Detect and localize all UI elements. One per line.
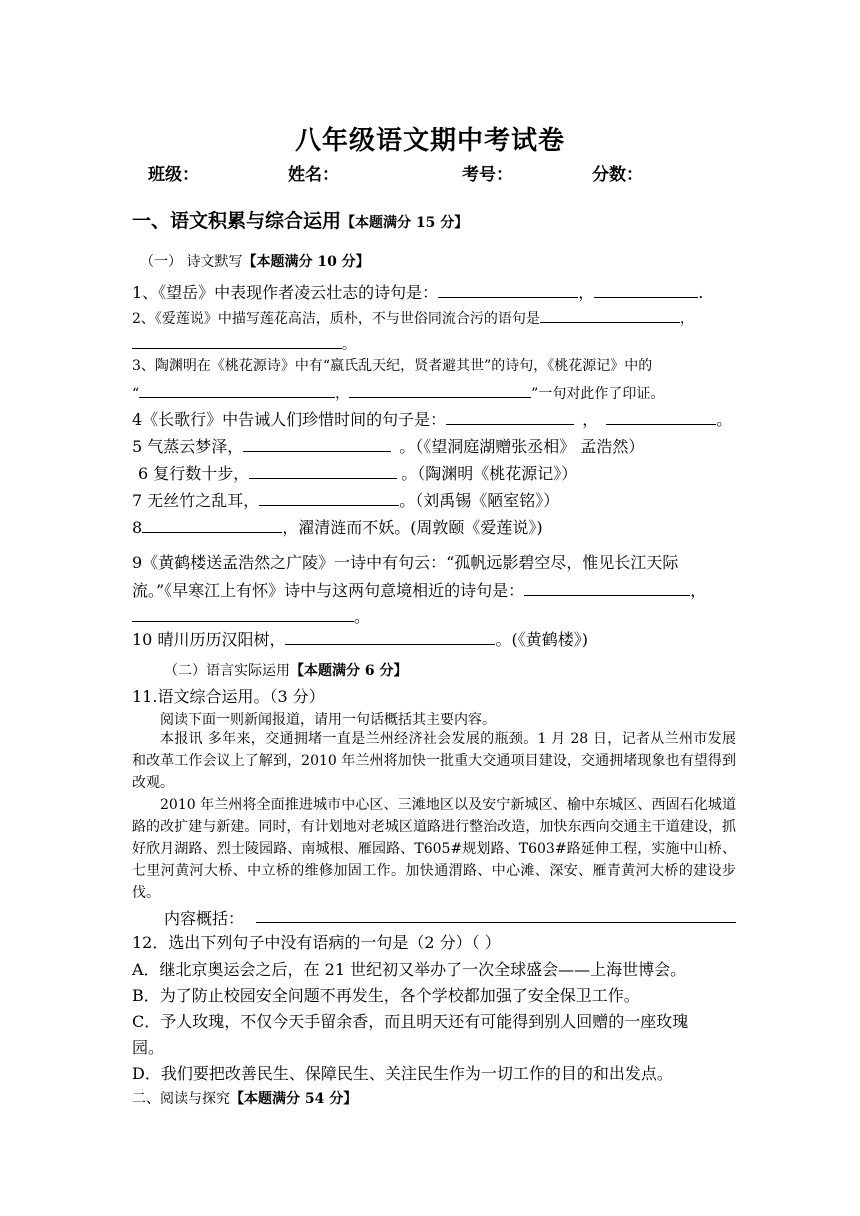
section-1-heading	[132, 206, 468, 233]
question-10-text: 10 晴川历历汉阳树，	[132, 630, 286, 649]
question-2-line-2	[132, 332, 356, 354]
option-b: B．为了防止校园安全问题不再发生，各个学校都加强了安全保卫工作。	[132, 986, 640, 1005]
question-11-instruction: 阅读下面一则新闻报道，请用一句话概括其主要内容。	[160, 712, 496, 728]
option-a: A．继北京奥运会之后，在 21 世纪初又举办了一次全球盛会——上海世博会。	[132, 960, 687, 979]
answer-blank[interactable]	[139, 381, 335, 398]
question-9-line-2	[132, 578, 706, 601]
question-8	[132, 515, 543, 538]
subsection-2-title: （二）语言实际运用	[164, 663, 290, 679]
answer-blank[interactable]	[132, 605, 354, 622]
question-9: 9《黄鹤楼送孟浩然之广陵》一诗中有句云：“孤帆远影碧空尽，惟见长江天际	[132, 553, 679, 572]
punctuation: “	[132, 386, 140, 402]
question-1-text: 1、《望岳》中表现作者凌云壮志的诗句是：	[132, 283, 439, 302]
question-7	[132, 488, 559, 511]
question-10	[132, 627, 588, 650]
news-paragraph-1: 本报讯 多年来，交通拥堵一直是兰州经济社会发展的瓶颈。1 月 28 日，记者从兰州市发展和改革工作会议上了解到，2010 年兰州将加快一批重大交通项目建设，交通拥堵现象也有望得到改观。	[132, 731, 736, 791]
question-6	[138, 461, 577, 484]
answer-blank[interactable]	[540, 306, 680, 323]
answer-blank[interactable]	[243, 435, 391, 452]
news-paragraph-2: 2010 年兰州将全面推进城市中心区、三滩地区以及安宁新城区、榆中东城区、西固石化城道路的改扩建与新建。同时，有计划地对老城区道路进行整治改造，加快东西向交通主干道建设，抓好欣月湖路、烈士陵园路、南城根、雁园路、T605#规划路、T603#路延伸工程，实施中山桥、七里河黄河大桥、中立桥的维修加固工作。加快通渭路、中心滩、深安、雁青黄河大桥的建设步伐。	[132, 797, 736, 901]
question-2	[132, 306, 694, 328]
section-1-title: 一、语文积累与综合运用	[132, 210, 342, 232]
subsection-1-score: 【本题满分 10 分】	[242, 254, 370, 270]
subsection-1-heading	[140, 251, 370, 271]
question-8-source: ，濯清涟而不妖。(周敦颐《爱莲说》)	[282, 518, 543, 537]
answer-blank[interactable]	[438, 281, 578, 298]
name-label: 姓名：	[288, 165, 339, 185]
question-1	[132, 280, 703, 303]
answer-blank[interactable]	[524, 579, 690, 596]
section-2-title: 二、阅读与探究	[132, 1091, 230, 1107]
answer-blank[interactable]	[259, 489, 399, 506]
question-7-text: 7 无丝竹之乱耳，	[132, 491, 260, 510]
answer-blank[interactable]	[249, 462, 397, 479]
question-6-text: 6 复行数十步，	[138, 464, 250, 483]
score-label: 分数：	[592, 165, 643, 185]
class-label: 班级：	[148, 165, 199, 185]
question-3-line-2	[132, 381, 664, 403]
question-5-source: 。（《望洞庭湖赠张丞相》 孟浩然）	[399, 437, 645, 456]
section-2-score: 【本题满分 54 分】	[230, 1091, 358, 1107]
question-9-line-3	[132, 604, 370, 627]
question-4	[132, 407, 732, 430]
question-10-source: 。(《黄鹤楼》)	[495, 630, 588, 649]
question-11-title: 11.语文综合运用。（3 分）	[132, 687, 325, 706]
punctuation: ，	[679, 311, 694, 327]
exam-title: 八年级语文期中考试卷	[294, 126, 565, 156]
question-3-tail: ”一句对此作了印证。	[531, 386, 665, 402]
answer-blank[interactable]	[142, 516, 282, 533]
question-12-title: 12．选出下列句子中没有语病的一句是（2 分）（ ）	[132, 933, 501, 952]
question-6-source: 。（陶渊明《桃花源记》）	[401, 464, 578, 483]
punctuation: ，	[582, 410, 599, 429]
option-c-continued: 园。	[132, 1038, 165, 1057]
question-4-text: 4《长歌行》中告诫人们珍惜时间的句子是：	[132, 410, 447, 429]
question-2-text: 2、《爱莲说》中描写莲花高洁，质朴，不与世俗同流合污的语句是	[132, 311, 540, 327]
punctuation: 。	[354, 607, 371, 626]
question-9-text: 流。”《早寒江上有怀》诗中与这两句意境相近的诗句是：	[132, 581, 525, 600]
answer-blank[interactable]	[349, 381, 531, 398]
number-label: 考号：	[462, 165, 513, 185]
punctuation: ，	[578, 283, 595, 302]
punctuation: ，	[335, 386, 350, 402]
subsection-2-score: 【本题满分 6 分】	[290, 663, 408, 679]
punctuation: ，	[690, 581, 707, 600]
section-2-heading	[132, 1088, 357, 1108]
punctuation: 。	[342, 337, 356, 353]
question-5-text: 5 气蒸云梦泽，	[132, 437, 244, 456]
answer-blank[interactable]	[132, 332, 342, 349]
question-5	[132, 434, 644, 457]
option-d: D．我们要把改善民生、保障民生、关注民生作为一切工作的目的和出发点。	[132, 1064, 673, 1083]
summary-answer-line[interactable]	[256, 906, 736, 923]
answer-blank[interactable]	[285, 628, 495, 645]
subsection-1-title: （一） 诗文默写	[140, 254, 243, 270]
punctuation: 。	[716, 410, 733, 429]
question-3: 3、陶渊明在《桃花源诗》中有“嬴氏乱天纪，贤者避其世”的诗句，《桃花源记》中的	[132, 358, 653, 374]
section-1-score: 【本题满分 15 分】	[341, 215, 469, 231]
answer-blank[interactable]	[446, 408, 574, 425]
question-8-number: 8	[132, 518, 143, 537]
answer-blank[interactable]	[594, 281, 698, 298]
option-c: C．予人玫瑰，不仅今天手留余香，而且明天还有可能得到别人回赠的一座玫瑰	[132, 1012, 689, 1031]
summary-label: 内容概括：	[164, 909, 245, 928]
subsection-2-heading	[164, 660, 408, 680]
question-7-source: 。（刘禹锡《陋室铭》）	[399, 491, 560, 510]
answer-blank[interactable]	[606, 408, 716, 425]
punctuation: .	[698, 283, 704, 302]
